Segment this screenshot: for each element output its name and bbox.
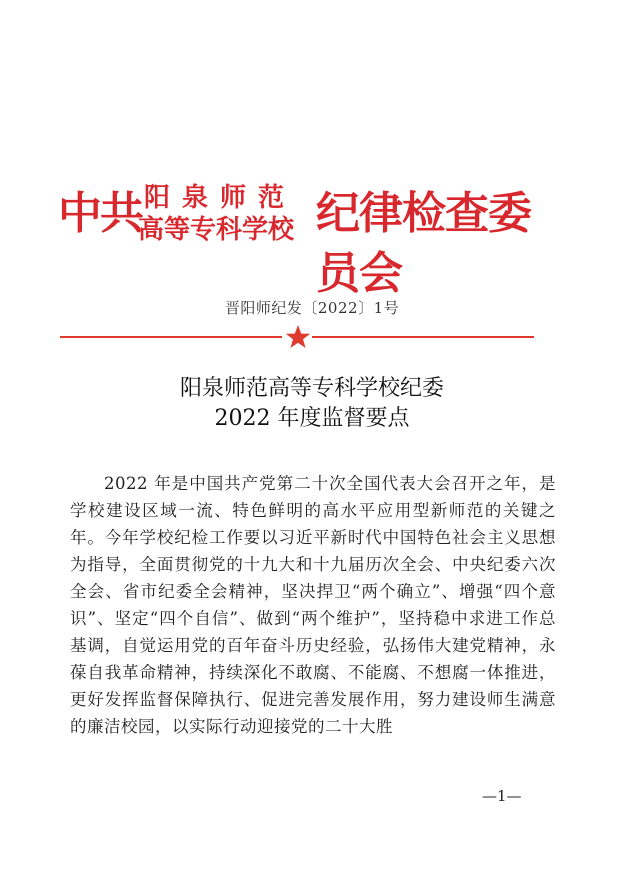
divider-line-right bbox=[312, 336, 534, 338]
document-number: 晋阳师纪发〔2022〕1号 bbox=[224, 299, 400, 317]
letterhead-right: 纪律检查委员会 bbox=[316, 188, 531, 299]
body-paragraph bbox=[70, 470, 556, 740]
star-icon bbox=[285, 324, 311, 350]
letterhead-middle bbox=[138, 182, 316, 246]
page-number: —1— bbox=[482, 787, 522, 805]
letterhead bbox=[58, 178, 568, 299]
letterhead-school-line2: 高等专科学校 bbox=[138, 215, 295, 245]
document-title bbox=[0, 374, 624, 434]
letterhead-left: 中共 bbox=[58, 188, 142, 239]
title-line-2: 2022 年度监督要点 bbox=[214, 406, 410, 431]
title-line-1: 阳泉师范高等专科学校纪委 bbox=[179, 376, 444, 401]
body-text: 2022 年是中国共产党第二十次全国代表大会召开之年，是学校建设区域一流、特色鲜明的高水平应用型新师范的关键之年。今年学校纪检工作要以习近平新时代中国特色社会主义思想为指导，全面贯彻党的十九大和十九届历次全会、中央纪委六次全会、省市纪委全会精神，坚决捍卫“两个确立”、增强“四个意识”、坚定“四个自信”、做到“两个维护”，坚持稳中求进工作总基调，自觉运用党的百年奋斗历史经验，弘扬伟大建党精神，永葆自我革命精神，持续深化不敢腐、不能腐、不想腐一体推进，更好发挥监督保障执行、促进完善发展作用，努力建设师生满意的廉洁校园，以实际行动迎接党的二十大胜 bbox=[70, 474, 556, 736]
letterhead-school-line1: 阳泉师范 bbox=[144, 183, 297, 213]
divider-line-left bbox=[60, 336, 282, 338]
